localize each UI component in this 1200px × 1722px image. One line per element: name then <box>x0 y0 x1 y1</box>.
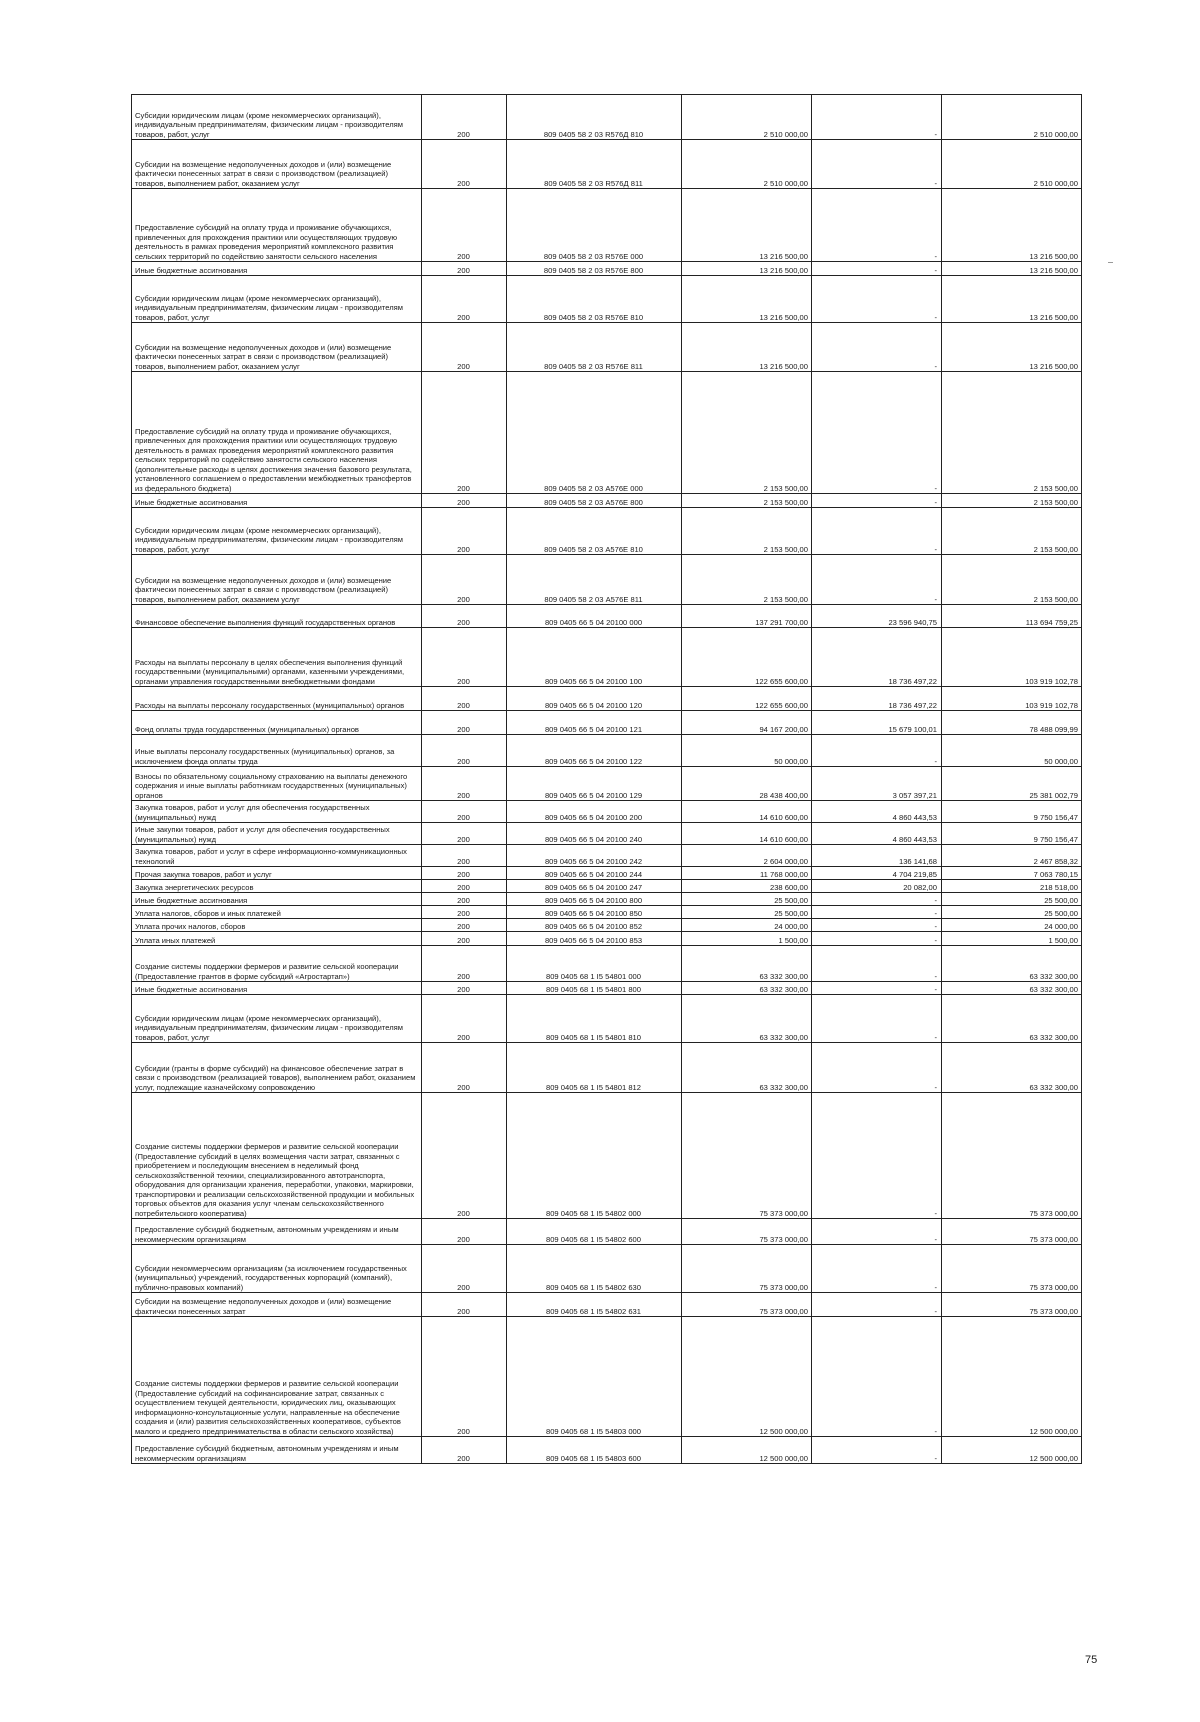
row-name: Закупка товаров, работ и услуг в сфере информационно-коммуникационных технологий <box>132 845 422 867</box>
budget-code: 809 0405 68 1 I5 54802 630 <box>507 1245 682 1293</box>
table-row <box>132 95 1082 140</box>
table-row <box>132 995 1082 1043</box>
admin-code: 200 <box>422 801 507 823</box>
row-name: Предоставление субсидий на оплату труда и проживание обучающихся, привлеченных для прохождения практики или осуществляющих трудовую деятельность в рамках проведения мероприятий комплексного развития сельских территорий по содействию занятости сельского населения <box>132 189 422 262</box>
admin-code: 200 <box>422 1245 507 1293</box>
executed-amount: 3 057 397,21 <box>812 767 942 801</box>
executed-amount: - <box>812 1219 942 1245</box>
row-name: Субсидии на возмещение недополученных доходов и (или) возмещение фактически понесенных затрат <box>132 1293 422 1317</box>
table-row <box>132 1245 1082 1293</box>
table-row <box>132 1437 1082 1464</box>
budget-code: 809 0405 68 1 I5 54801 810 <box>507 995 682 1043</box>
table-row <box>132 919 1082 932</box>
remaining-amount: 9 750 156,47 <box>942 801 1082 823</box>
executed-amount: - <box>812 995 942 1043</box>
approved-amount: 14 610 600,00 <box>682 801 812 823</box>
approved-amount: 2 153 500,00 <box>682 555 812 605</box>
budget-code: 809 0405 66 5 04 20100 242 <box>507 845 682 867</box>
remaining-amount: 13 216 500,00 <box>942 189 1082 262</box>
executed-amount: - <box>812 494 942 508</box>
admin-code: 200 <box>422 767 507 801</box>
budget-code: 809 0405 58 2 03 А576Е 811 <box>507 555 682 605</box>
remaining-amount: 25 500,00 <box>942 893 1082 906</box>
budget-execution-table <box>131 94 1082 1464</box>
executed-amount: - <box>812 1245 942 1293</box>
remaining-amount: 1 500,00 <box>942 932 1082 946</box>
table-row <box>132 823 1082 845</box>
executed-amount: 15 679 100,01 <box>812 711 942 735</box>
table-row <box>132 845 1082 867</box>
remaining-amount: 25 381 002,79 <box>942 767 1082 801</box>
budget-code: 809 0405 58 2 03 А576Е 000 <box>507 372 682 494</box>
budget-code: 809 0405 68 1 I5 54802 000 <box>507 1093 682 1219</box>
admin-code: 200 <box>422 555 507 605</box>
table-row <box>132 867 1082 880</box>
executed-amount: 4 860 443,53 <box>812 823 942 845</box>
table-row <box>132 906 1082 919</box>
budget-code: 809 0405 58 2 03 R576Е 800 <box>507 262 682 276</box>
row-name: Субсидии юридическим лицам (кроме некоммерческих организаций), индивидуальным предпринимателям, физическим лицам - производителям товаров, работ, услуг <box>132 276 422 323</box>
admin-code: 200 <box>422 628 507 687</box>
admin-code: 200 <box>422 932 507 946</box>
row-name: Субсидии юридическим лицам (кроме некоммерческих организаций), индивидуальным предпринимателям, физическим лицам - производителям товаров, работ, услуг <box>132 95 422 140</box>
row-name: Субсидии (гранты в форме субсидий) на финансовое обеспечение затрат в связи с производством (реализацией товаров), выполнением работ, оказанием услуг, подлежащие казначейскому сопровождению <box>132 1043 422 1093</box>
row-name: Иные бюджетные ассигнования <box>132 494 422 508</box>
row-name: Расходы на выплаты персоналу в целях обеспечения выполнения функций государственными (муниципальными) органами, казенными учреждениями, органами управления государственными внебюджетными фондами <box>132 628 422 687</box>
table-row <box>132 605 1082 628</box>
executed-amount: 4 860 443,53 <box>812 801 942 823</box>
table-body <box>132 95 1082 1464</box>
remaining-amount: 113 694 759,25 <box>942 605 1082 628</box>
table-row <box>132 711 1082 735</box>
row-name: Субсидии юридическим лицам (кроме некоммерческих организаций), индивидуальным предпринимателям, физическим лицам - производителям товаров, работ, услуг <box>132 995 422 1043</box>
budget-code: 809 0405 66 5 04 20100 000 <box>507 605 682 628</box>
budget-code: 809 0405 68 1 I5 54802 600 <box>507 1219 682 1245</box>
admin-code: 200 <box>422 845 507 867</box>
page-number: 75 <box>1085 1654 1098 1666</box>
admin-code: 200 <box>422 906 507 919</box>
row-name: Финансовое обеспечение выполнения функций государственных органов <box>132 605 422 628</box>
approved-amount: 2 510 000,00 <box>682 95 812 140</box>
remaining-amount: 2 510 000,00 <box>942 95 1082 140</box>
admin-code: 200 <box>422 1293 507 1317</box>
row-name: Расходы на выплаты персоналу государственных (муниципальных) органов <box>132 687 422 711</box>
budget-code: 809 0405 66 5 04 20100 200 <box>507 801 682 823</box>
row-name: Уплата прочих налогов, сборов <box>132 919 422 932</box>
approved-amount: 63 332 300,00 <box>682 946 812 982</box>
admin-code: 200 <box>422 189 507 262</box>
budget-code: 809 0405 66 5 04 20100 853 <box>507 932 682 946</box>
remaining-amount: 63 332 300,00 <box>942 982 1082 995</box>
table-row <box>132 946 1082 982</box>
admin-code: 200 <box>422 605 507 628</box>
row-name: Уплата налогов, сборов и иных платежей <box>132 906 422 919</box>
executed-amount: - <box>812 1437 942 1464</box>
remaining-amount: 9 750 156,47 <box>942 823 1082 845</box>
approved-amount: 14 610 600,00 <box>682 823 812 845</box>
admin-code: 200 <box>422 1043 507 1093</box>
admin-code: 200 <box>422 995 507 1043</box>
remaining-amount: 7 063 780,15 <box>942 867 1082 880</box>
remaining-amount: 63 332 300,00 <box>942 1043 1082 1093</box>
approved-amount: 50 000,00 <box>682 735 812 767</box>
executed-amount: - <box>812 946 942 982</box>
approved-amount: 137 291 700,00 <box>682 605 812 628</box>
margin-mark <box>1108 262 1113 263</box>
budget-code: 809 0405 68 1 I5 54801 000 <box>507 946 682 982</box>
table-row <box>132 628 1082 687</box>
remaining-amount: 2 510 000,00 <box>942 140 1082 189</box>
budget-code: 809 0405 66 5 04 20100 100 <box>507 628 682 687</box>
executed-amount: - <box>812 555 942 605</box>
admin-code: 200 <box>422 1093 507 1219</box>
row-name: Прочая закупка товаров, работ и услуг <box>132 867 422 880</box>
admin-code: 200 <box>422 946 507 982</box>
remaining-amount: 13 216 500,00 <box>942 276 1082 323</box>
budget-code: 809 0405 68 1 I5 54801 800 <box>507 982 682 995</box>
table-row <box>132 801 1082 823</box>
admin-code: 200 <box>422 1219 507 1245</box>
budget-code: 809 0405 68 1 I5 54803 600 <box>507 1437 682 1464</box>
row-name: Закупка энергетических ресурсов <box>132 880 422 893</box>
remaining-amount: 12 500 000,00 <box>942 1437 1082 1464</box>
admin-code: 200 <box>422 880 507 893</box>
approved-amount: 2 604 000,00 <box>682 845 812 867</box>
row-name: Фонд оплаты труда государственных (муниципальных) органов <box>132 711 422 735</box>
table-row <box>132 508 1082 555</box>
admin-code: 200 <box>422 919 507 932</box>
executed-amount: - <box>812 508 942 555</box>
budget-code: 809 0405 68 1 I5 54803 000 <box>507 1317 682 1437</box>
executed-amount: - <box>812 372 942 494</box>
table-row <box>132 982 1082 995</box>
approved-amount: 25 500,00 <box>682 893 812 906</box>
approved-amount: 238 600,00 <box>682 880 812 893</box>
executed-amount: - <box>812 262 942 276</box>
row-name: Иные бюджетные ассигнования <box>132 893 422 906</box>
row-name: Субсидии юридическим лицам (кроме некоммерческих организаций), индивидуальным предпринимателям, физическим лицам - производителям товаров, работ, услуг <box>132 508 422 555</box>
executed-amount: - <box>812 323 942 372</box>
approved-amount: 75 373 000,00 <box>682 1293 812 1317</box>
admin-code: 200 <box>422 494 507 508</box>
row-name: Субсидии на возмещение недополученных доходов и (или) возмещение фактически понесенных затрат в связи с производством (реализацией) товаров, выполнением работ, оказанием услуг <box>132 555 422 605</box>
budget-code: 809 0405 58 2 03 R576Е 810 <box>507 276 682 323</box>
executed-amount: - <box>812 906 942 919</box>
remaining-amount: 2 153 500,00 <box>942 494 1082 508</box>
admin-code: 200 <box>422 687 507 711</box>
budget-code: 809 0405 58 2 03 А576Е 800 <box>507 494 682 508</box>
executed-amount: - <box>812 932 942 946</box>
budget-code: 809 0405 68 1 I5 54802 631 <box>507 1293 682 1317</box>
executed-amount: - <box>812 1293 942 1317</box>
table-row <box>132 1219 1082 1245</box>
row-name: Иные закупки товаров, работ и услуг для обеспечения государственных (муниципальных) нужд <box>132 823 422 845</box>
budget-code: 809 0405 66 5 04 20100 240 <box>507 823 682 845</box>
admin-code: 200 <box>422 95 507 140</box>
approved-amount: 63 332 300,00 <box>682 995 812 1043</box>
admin-code: 200 <box>422 823 507 845</box>
table-row <box>132 555 1082 605</box>
remaining-amount: 103 919 102,78 <box>942 628 1082 687</box>
budget-code: 809 0405 66 5 04 20100 850 <box>507 906 682 919</box>
executed-amount: 18 736 497,22 <box>812 687 942 711</box>
executed-amount: 18 736 497,22 <box>812 628 942 687</box>
remaining-amount: 50 000,00 <box>942 735 1082 767</box>
approved-amount: 122 655 600,00 <box>682 687 812 711</box>
remaining-amount: 13 216 500,00 <box>942 323 1082 372</box>
table-row <box>132 140 1082 189</box>
admin-code: 200 <box>422 893 507 906</box>
row-name: Создание системы поддержки фермеров и развитие сельской кооперации (Предоставление субсидий на софинансирование затрат, связанных с осуществлением текущей деятельности, юридических лиц, оказывающих информационно-консультационные услуги, направленные на обеспечение создания и (или) развития сельскохозяйственных кооперативов, субъектов малого и среднего предпринимательства в области сельского хозяйства) <box>132 1317 422 1437</box>
table-row <box>132 494 1082 508</box>
approved-amount: 13 216 500,00 <box>682 262 812 276</box>
executed-amount: - <box>812 276 942 323</box>
executed-amount: - <box>812 982 942 995</box>
remaining-amount: 24 000,00 <box>942 919 1082 932</box>
approved-amount: 2 510 000,00 <box>682 140 812 189</box>
executed-amount: 4 704 219,85 <box>812 867 942 880</box>
row-name: Субсидии на возмещение недополученных доходов и (или) возмещение фактически понесенных затрат в связи с производством (реализацией) товаров, выполнением работ, оказанием услуг <box>132 140 422 189</box>
executed-amount: - <box>812 1043 942 1093</box>
remaining-amount: 2 153 500,00 <box>942 555 1082 605</box>
row-name: Иные выплаты персоналу государственных (муниципальных) органов, за исключением фонда оплаты труда <box>132 735 422 767</box>
budget-code: 809 0405 58 2 03 R576Е 811 <box>507 323 682 372</box>
remaining-amount: 2 467 858,32 <box>942 845 1082 867</box>
table-row <box>132 1317 1082 1437</box>
budget-code: 809 0405 58 2 03 R576Д 811 <box>507 140 682 189</box>
budget-code: 809 0405 66 5 04 20100 121 <box>507 711 682 735</box>
remaining-amount: 63 332 300,00 <box>942 946 1082 982</box>
approved-amount: 13 216 500,00 <box>682 276 812 323</box>
table-row <box>132 893 1082 906</box>
budget-code: 809 0405 66 5 04 20100 129 <box>507 767 682 801</box>
remaining-amount: 103 919 102,78 <box>942 687 1082 711</box>
budget-code: 809 0405 58 2 03 А576Е 810 <box>507 508 682 555</box>
approved-amount: 28 438 400,00 <box>682 767 812 801</box>
executed-amount: - <box>812 919 942 932</box>
approved-amount: 13 216 500,00 <box>682 323 812 372</box>
admin-code: 200 <box>422 508 507 555</box>
table-row <box>132 189 1082 262</box>
admin-code: 200 <box>422 711 507 735</box>
admin-code: 200 <box>422 323 507 372</box>
table-row <box>132 1093 1082 1219</box>
executed-amount: - <box>812 735 942 767</box>
approved-amount: 2 153 500,00 <box>682 372 812 494</box>
approved-amount: 75 373 000,00 <box>682 1219 812 1245</box>
row-name: Предоставление субсидий на оплату труда и проживание обучающихся, привлеченных для прохождения практики или осуществляющих трудовую деятельность в рамках проведения мероприятий комплексного развития сельских территорий по содействию занятости сельского населения (дополнительные расходы в целях достижения значения базового результата, установленного соглашением о предоставлении межбюджетных трансфертов из федерального бюджета) <box>132 372 422 494</box>
table-row <box>132 735 1082 767</box>
row-name: Закупка товаров, работ и услуг для обеспечения государственных (муниципальных) нужд <box>132 801 422 823</box>
budget-code: 809 0405 58 2 03 R576Е 000 <box>507 189 682 262</box>
row-name: Предоставление субсидий бюджетным, автономным учреждениям и иным некоммерческим организациям <box>132 1219 422 1245</box>
table-row <box>132 372 1082 494</box>
approved-amount: 13 216 500,00 <box>682 189 812 262</box>
remaining-amount: 2 153 500,00 <box>942 372 1082 494</box>
admin-code: 200 <box>422 735 507 767</box>
table-row <box>132 1293 1082 1317</box>
budget-code: 809 0405 66 5 04 20100 244 <box>507 867 682 880</box>
approved-amount: 63 332 300,00 <box>682 1043 812 1093</box>
executed-amount: - <box>812 95 942 140</box>
row-name: Уплата иных платежей <box>132 932 422 946</box>
admin-code: 200 <box>422 1437 507 1464</box>
remaining-amount: 218 518,00 <box>942 880 1082 893</box>
row-name: Субсидии некоммерческим организациям (за исключением государственных (муниципальных) учреждений, государственных корпораций (компаний), публично-правовых компаний) <box>132 1245 422 1293</box>
approved-amount: 75 373 000,00 <box>682 1245 812 1293</box>
remaining-amount: 13 216 500,00 <box>942 262 1082 276</box>
executed-amount: - <box>812 189 942 262</box>
remaining-amount: 75 373 000,00 <box>942 1245 1082 1293</box>
approved-amount: 75 373 000,00 <box>682 1093 812 1219</box>
executed-amount: 23 596 940,75 <box>812 605 942 628</box>
approved-amount: 122 655 600,00 <box>682 628 812 687</box>
remaining-amount: 78 488 099,99 <box>942 711 1082 735</box>
budget-code: 809 0405 68 1 I5 54801 812 <box>507 1043 682 1093</box>
executed-amount: - <box>812 1317 942 1437</box>
remaining-amount: 63 332 300,00 <box>942 995 1082 1043</box>
approved-amount: 1 500,00 <box>682 932 812 946</box>
admin-code: 200 <box>422 867 507 880</box>
row-name: Взносы по обязательному социальному страхованию на выплаты денежного содержания и иные выплаты работникам государственных (муниципальных) органов <box>132 767 422 801</box>
row-name: Предоставление субсидий бюджетным, автономным учреждениям и иным некоммерческим организациям <box>132 1437 422 1464</box>
table-row <box>132 1043 1082 1093</box>
row-name: Субсидии на возмещение недополученных доходов и (или) возмещение фактически понесенных затрат в связи с производством (реализацией) товаров, выполнением работ, оказанием услуг <box>132 323 422 372</box>
admin-code: 200 <box>422 1317 507 1437</box>
table-row <box>132 932 1082 946</box>
budget-code: 809 0405 66 5 04 20100 800 <box>507 893 682 906</box>
approved-amount: 11 768 000,00 <box>682 867 812 880</box>
table-row <box>132 880 1082 893</box>
admin-code: 200 <box>422 982 507 995</box>
table-row <box>132 687 1082 711</box>
budget-code: 809 0405 66 5 04 20100 120 <box>507 687 682 711</box>
remaining-amount: 75 373 000,00 <box>942 1219 1082 1245</box>
row-name: Иные бюджетные ассигнования <box>132 982 422 995</box>
executed-amount: 20 082,00 <box>812 880 942 893</box>
approved-amount: 25 500,00 <box>682 906 812 919</box>
executed-amount: 136 141,68 <box>812 845 942 867</box>
approved-amount: 24 000,00 <box>682 919 812 932</box>
approved-amount: 12 500 000,00 <box>682 1317 812 1437</box>
remaining-amount: 25 500,00 <box>942 906 1082 919</box>
admin-code: 200 <box>422 276 507 323</box>
table-row <box>132 262 1082 276</box>
approved-amount: 63 332 300,00 <box>682 982 812 995</box>
approved-amount: 2 153 500,00 <box>682 508 812 555</box>
executed-amount: - <box>812 140 942 189</box>
budget-code: 809 0405 66 5 04 20100 852 <box>507 919 682 932</box>
admin-code: 200 <box>422 372 507 494</box>
executed-amount: - <box>812 893 942 906</box>
table-row <box>132 276 1082 323</box>
budget-code: 809 0405 58 2 03 R576Д 810 <box>507 95 682 140</box>
budget-code: 809 0405 66 5 04 20100 247 <box>507 880 682 893</box>
row-name: Иные бюджетные ассигнования <box>132 262 422 276</box>
budget-code: 809 0405 66 5 04 20100 122 <box>507 735 682 767</box>
table-row <box>132 767 1082 801</box>
admin-code: 200 <box>422 140 507 189</box>
approved-amount: 94 167 200,00 <box>682 711 812 735</box>
remaining-amount: 75 373 000,00 <box>942 1293 1082 1317</box>
table-row <box>132 323 1082 372</box>
remaining-amount: 12 500 000,00 <box>942 1317 1082 1437</box>
executed-amount: - <box>812 1093 942 1219</box>
remaining-amount: 75 373 000,00 <box>942 1093 1082 1219</box>
approved-amount: 2 153 500,00 <box>682 494 812 508</box>
remaining-amount: 2 153 500,00 <box>942 508 1082 555</box>
row-name: Создание системы поддержки фермеров и развитие сельской кооперации (Предоставление субсидий в целях возмещения части затрат, связанных с приобретением и последующим внесением в неделимый фонд сельскохозяйственной техники, специализированного автотранспорта, оборудования для организации хранения, переработки, упаковки, маркировки, транспортировки и реализации сельскохозяйственной продукции и мобильных торговых объектов для оказания услуг членам сельскохозяйственного потребительского кооператива) <box>132 1093 422 1219</box>
approved-amount: 12 500 000,00 <box>682 1437 812 1464</box>
row-name: Создание системы поддержки фермеров и развитие сельской кооперации (Предоставление грантов в форме субсидий «Агростартап») <box>132 946 422 982</box>
admin-code: 200 <box>422 262 507 276</box>
